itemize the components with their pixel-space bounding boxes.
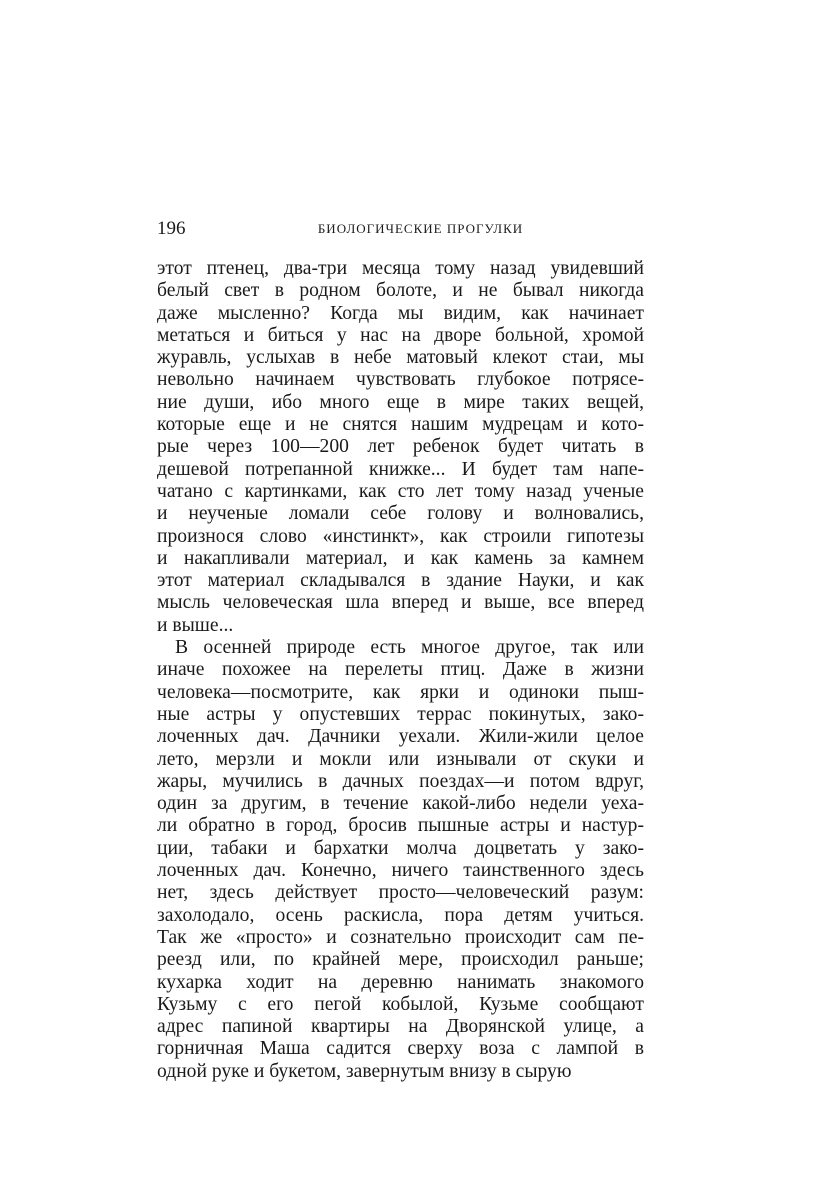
text-line: В осенней природе есть многое другое, так или [175, 637, 644, 659]
text-line: одной руке и букетом, завернутым внизу в сырую [157, 1060, 572, 1082]
paragraph-1 [157, 258, 644, 637]
text-line: дешевой потрепанной книжке... И будет там напе- [157, 458, 644, 480]
text-line: горничная Маша садится сверху воза с лампой в [157, 1038, 644, 1060]
text-line: белый свет в родном болоте, и не бывал никогда [157, 280, 644, 302]
text-line: лоченных дач. Конечно, ничего таинственного здесь [157, 860, 644, 882]
text-line: Кузьму с его пегой кобылой, Кузьме сообщают [157, 993, 644, 1015]
text-line: метаться и биться у нас на дворе больной, хромой [157, 324, 644, 346]
text-line: лоченных дач. Дачники уехали. Жили-жили целое [157, 726, 644, 748]
text-line: ние души, ибо много еще в мире таких вещей, [157, 391, 644, 413]
text-line: один за другим, в течение какой-либо недели уеха- [157, 793, 644, 815]
text-line: и выше... [157, 614, 234, 636]
running-title: БИОЛОГИЧЕСКИЕ ПРОГУЛКИ [317, 221, 524, 236]
text-line: этот птенец, два-три месяца тому назад увидевший [157, 258, 644, 279]
paragraph-2 [157, 637, 644, 1083]
text-line: этот материал складывался в здание Науки, и как [157, 570, 644, 592]
text-line: мысль человеческая шла вперед и выше, все вперед [157, 592, 644, 614]
text-line: захолодало, осень раскисла, пора детям учиться. [157, 904, 644, 926]
text-line: и накапливали материал, и как камень за камнем [157, 547, 644, 569]
text-line: лето, мерзли и мокли или изнывали от скуки и [157, 748, 644, 770]
page-header [157, 214, 644, 244]
text-line: произнося слово «инстинкт», как строили гипотезы [157, 525, 644, 547]
text-line: невольно начинаем чувствовать глубокое потрясе- [157, 369, 644, 391]
text-line: рые через 100—200 лет ребенок будет читать в [157, 436, 644, 458]
text-line: даже мысленно? Когда мы видим, как начинает [157, 302, 644, 324]
text-line: журавль, услыхав в небе матовый клекот стаи, мы [157, 347, 644, 369]
text-line: нет, здесь действует просто—человеческий разум: [157, 882, 644, 904]
text-line: иначе похожее на перелеты птиц. Даже в жизни [157, 659, 644, 681]
text-line: которые еще и не снятся нашим мудрецам и кото- [157, 414, 644, 436]
text-line: адрес папиной квартиры на Дворянской улице, а [157, 1016, 644, 1038]
body-text [157, 258, 644, 1083]
text-line: кухарка ходит на деревню нанимать знакомого [157, 971, 644, 993]
text-line: ли обратно в город, бросив пышные астры и настур- [157, 815, 644, 837]
text-line: ные астры у опустевших террас покинутых, зако- [157, 703, 644, 725]
text-line: и неученые ломали себе голову и волновались, [157, 503, 644, 525]
text-line: чатано с картинками, как сто лет тому назад ученые [157, 480, 644, 502]
text-line: ции, табаки и бархатки молча доцветать у зако- [157, 837, 644, 859]
text-line: реезд или, по крайней мере, происходил раньше; [157, 949, 644, 971]
page-number: 196 [157, 218, 186, 239]
text-line: Так же «просто» и сознательно происходит сам пе- [157, 926, 644, 948]
text-line: жары, мучились в дачных поездах—и потом вдруг, [157, 770, 644, 792]
text-line: человека—посмотрите, как ярки и одиноки пыш- [157, 681, 644, 703]
